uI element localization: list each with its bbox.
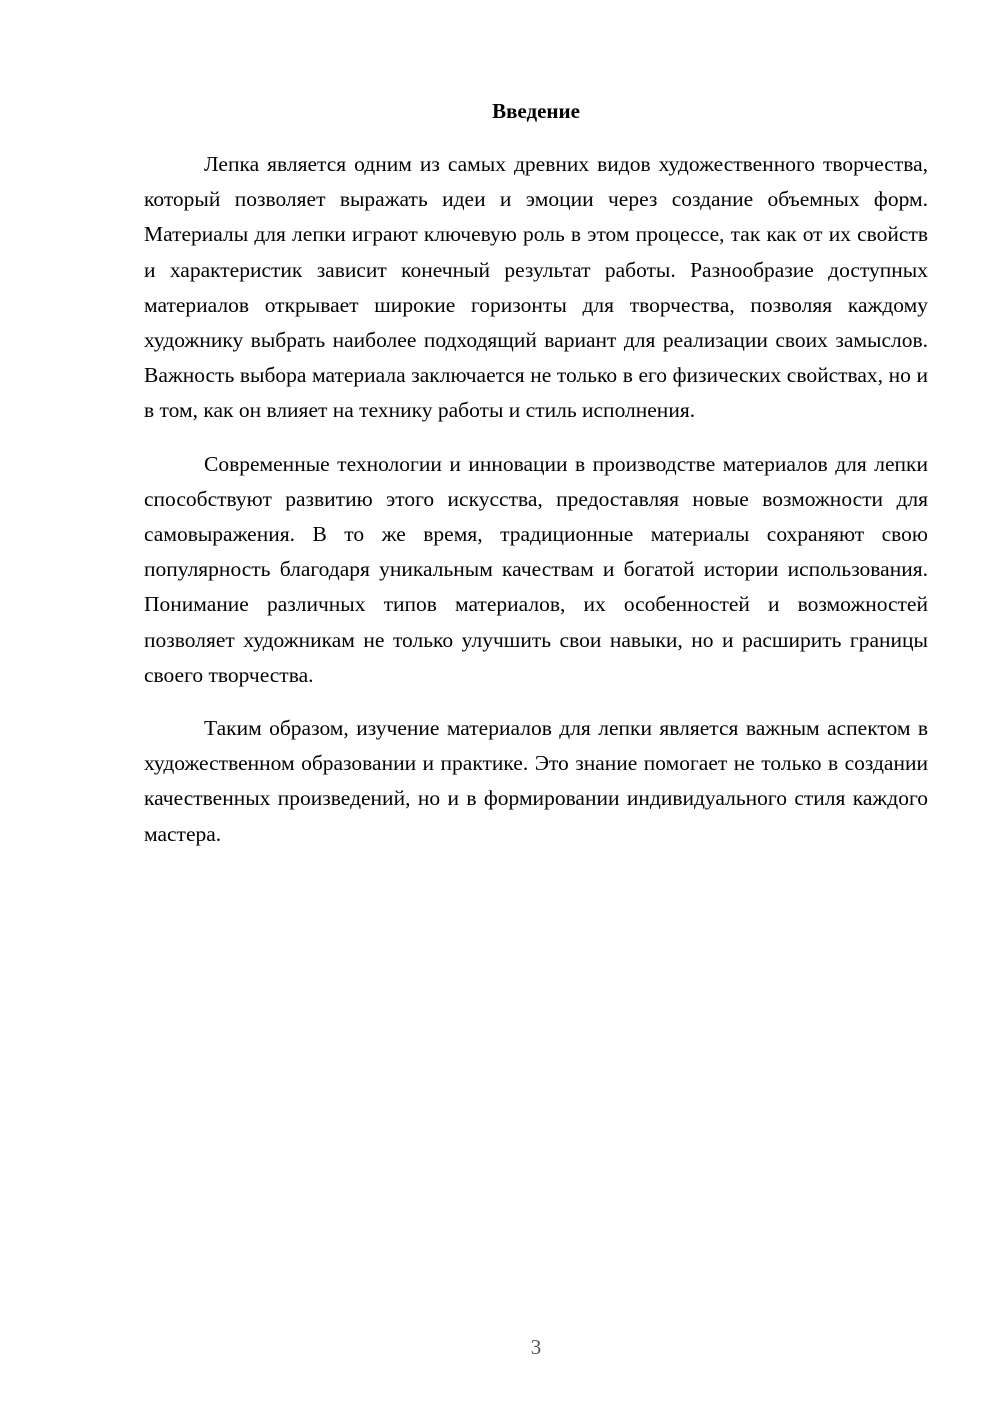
section-heading: Введение: [492, 99, 580, 123]
paragraph-2: Современные технологии и инновации в производстве материалов для лепки способствуют развитию этого искусства, предоставляя новые возможности для самовыражения. В то же время, традиционные материалы сохраняют свою популярность благодаря уникальным качествам и богатой истории использования. Понимание различных типов материалов, их особенностей и возможностей позволяет художникам не только улучшить свои навыки, но и расширить границы своего творчества.: [144, 451, 928, 687]
page-content: [144, 97, 928, 870]
page-number: 3: [530, 1335, 542, 1359]
paragraph-1: Лепка является одним из самых древних видов художественного творчества, который позволяет выражать идеи и эмоции через создание объемных форм. Материалы для лепки играют ключевую роль в этом процессе, так как от их свойств и характеристик зависит конечный результат работы. Разнообразие доступных материалов открывает широкие горизонты для творчества, позволяя каждому художнику выбрать наиболее подходящий вариант для реализации своих замыслов. Важность выбора материала заключается не только в его физических свойствах, но и в том, как он влияет на технику работы и стиль исполнения.: [144, 152, 928, 423]
paragraph-3: Таким образом, изучение материалов для лепки является важным аспектом в художественном образовании и практике. Это знание помогает не только в создании качественных произведений, но и в формировании индивидуального стиля каждого мастера.: [144, 716, 928, 846]
